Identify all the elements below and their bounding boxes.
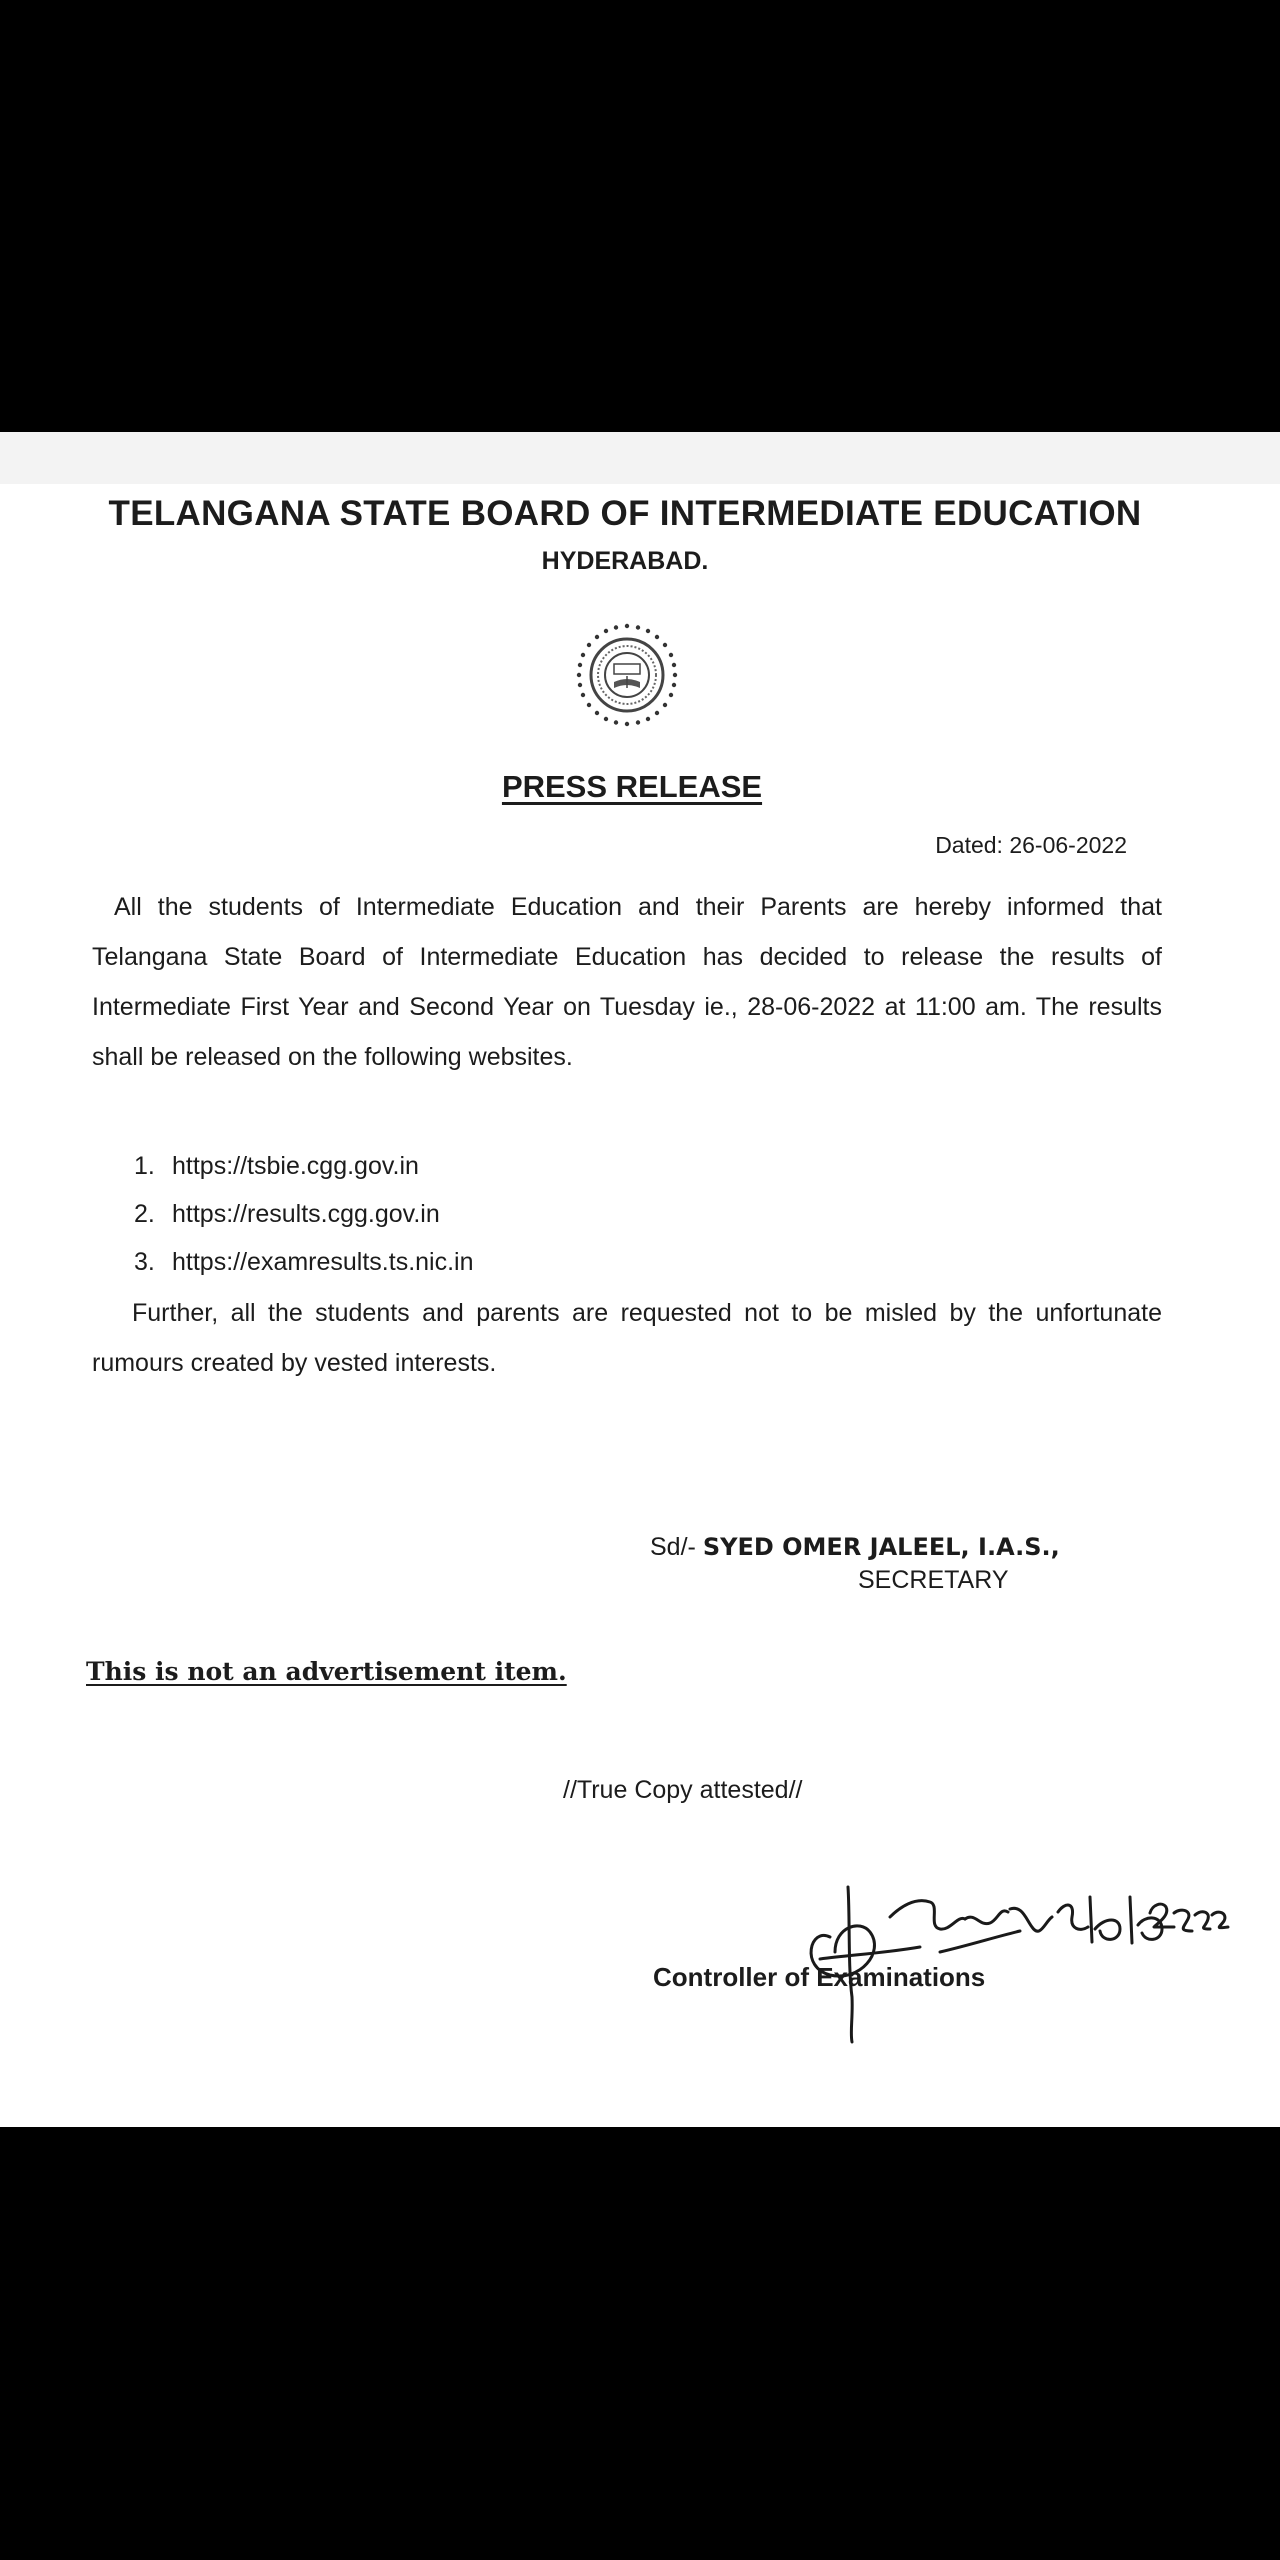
board-emblem-icon (570, 618, 684, 732)
release-date: Dated: 26-06-2022 (935, 832, 1127, 858)
organization-title: TELANGANA STATE BOARD OF INTERMEDIATE EDUCATION (108, 494, 1142, 533)
list-item (134, 1238, 474, 1286)
attestation-note: //True Copy attested// (563, 1776, 803, 1804)
scan-top-band (0, 432, 1280, 484)
list-number: 3. (134, 1248, 155, 1276)
list-item (134, 1142, 474, 1190)
signatory-name: SYED OMER JALEEL, I.A.S., (702, 1533, 1060, 1561)
rumour-warning-paragraph: Further, all the students and parents are requested not to be misled by the unfortunate rumours created by vested interests. (92, 1299, 1162, 1377)
press-release-heading: PRESS RELEASE (501, 769, 763, 804)
website-list (134, 1142, 474, 1286)
announcement-paragraph: All the students of Intermediate Education and their Parents are hereby informed that Telangana State Board of Intermediate Education has decided to release the results of Intermediate First Year and Second Year on Tuesday ie., 28-06-2022 at 11:00 am. The results shall be released on the following websites. (92, 893, 1162, 1071)
website-link: https://results.cgg.gov.in (172, 1200, 440, 1228)
signatory-line (650, 1532, 1060, 1562)
list-item (134, 1190, 474, 1238)
website-link: https://tsbie.cgg.gov.in (172, 1152, 419, 1180)
signatory-prefix: Sd/- (650, 1533, 696, 1561)
press-release-document (0, 432, 1280, 2127)
list-number: 1. (134, 1152, 155, 1180)
controller-of-examinations: Controller of Examinations (653, 1962, 986, 1992)
disclaimer: This is not an advertisement item. (86, 1657, 567, 1686)
signatory-title: SECRETARY (858, 1566, 1009, 1594)
handwritten-signature (790, 1857, 1280, 2052)
website-link: https://examresults.ts.nic.in (172, 1248, 474, 1276)
list-number: 2. (134, 1200, 155, 1228)
organization-city: HYDERABAD. (541, 547, 709, 575)
